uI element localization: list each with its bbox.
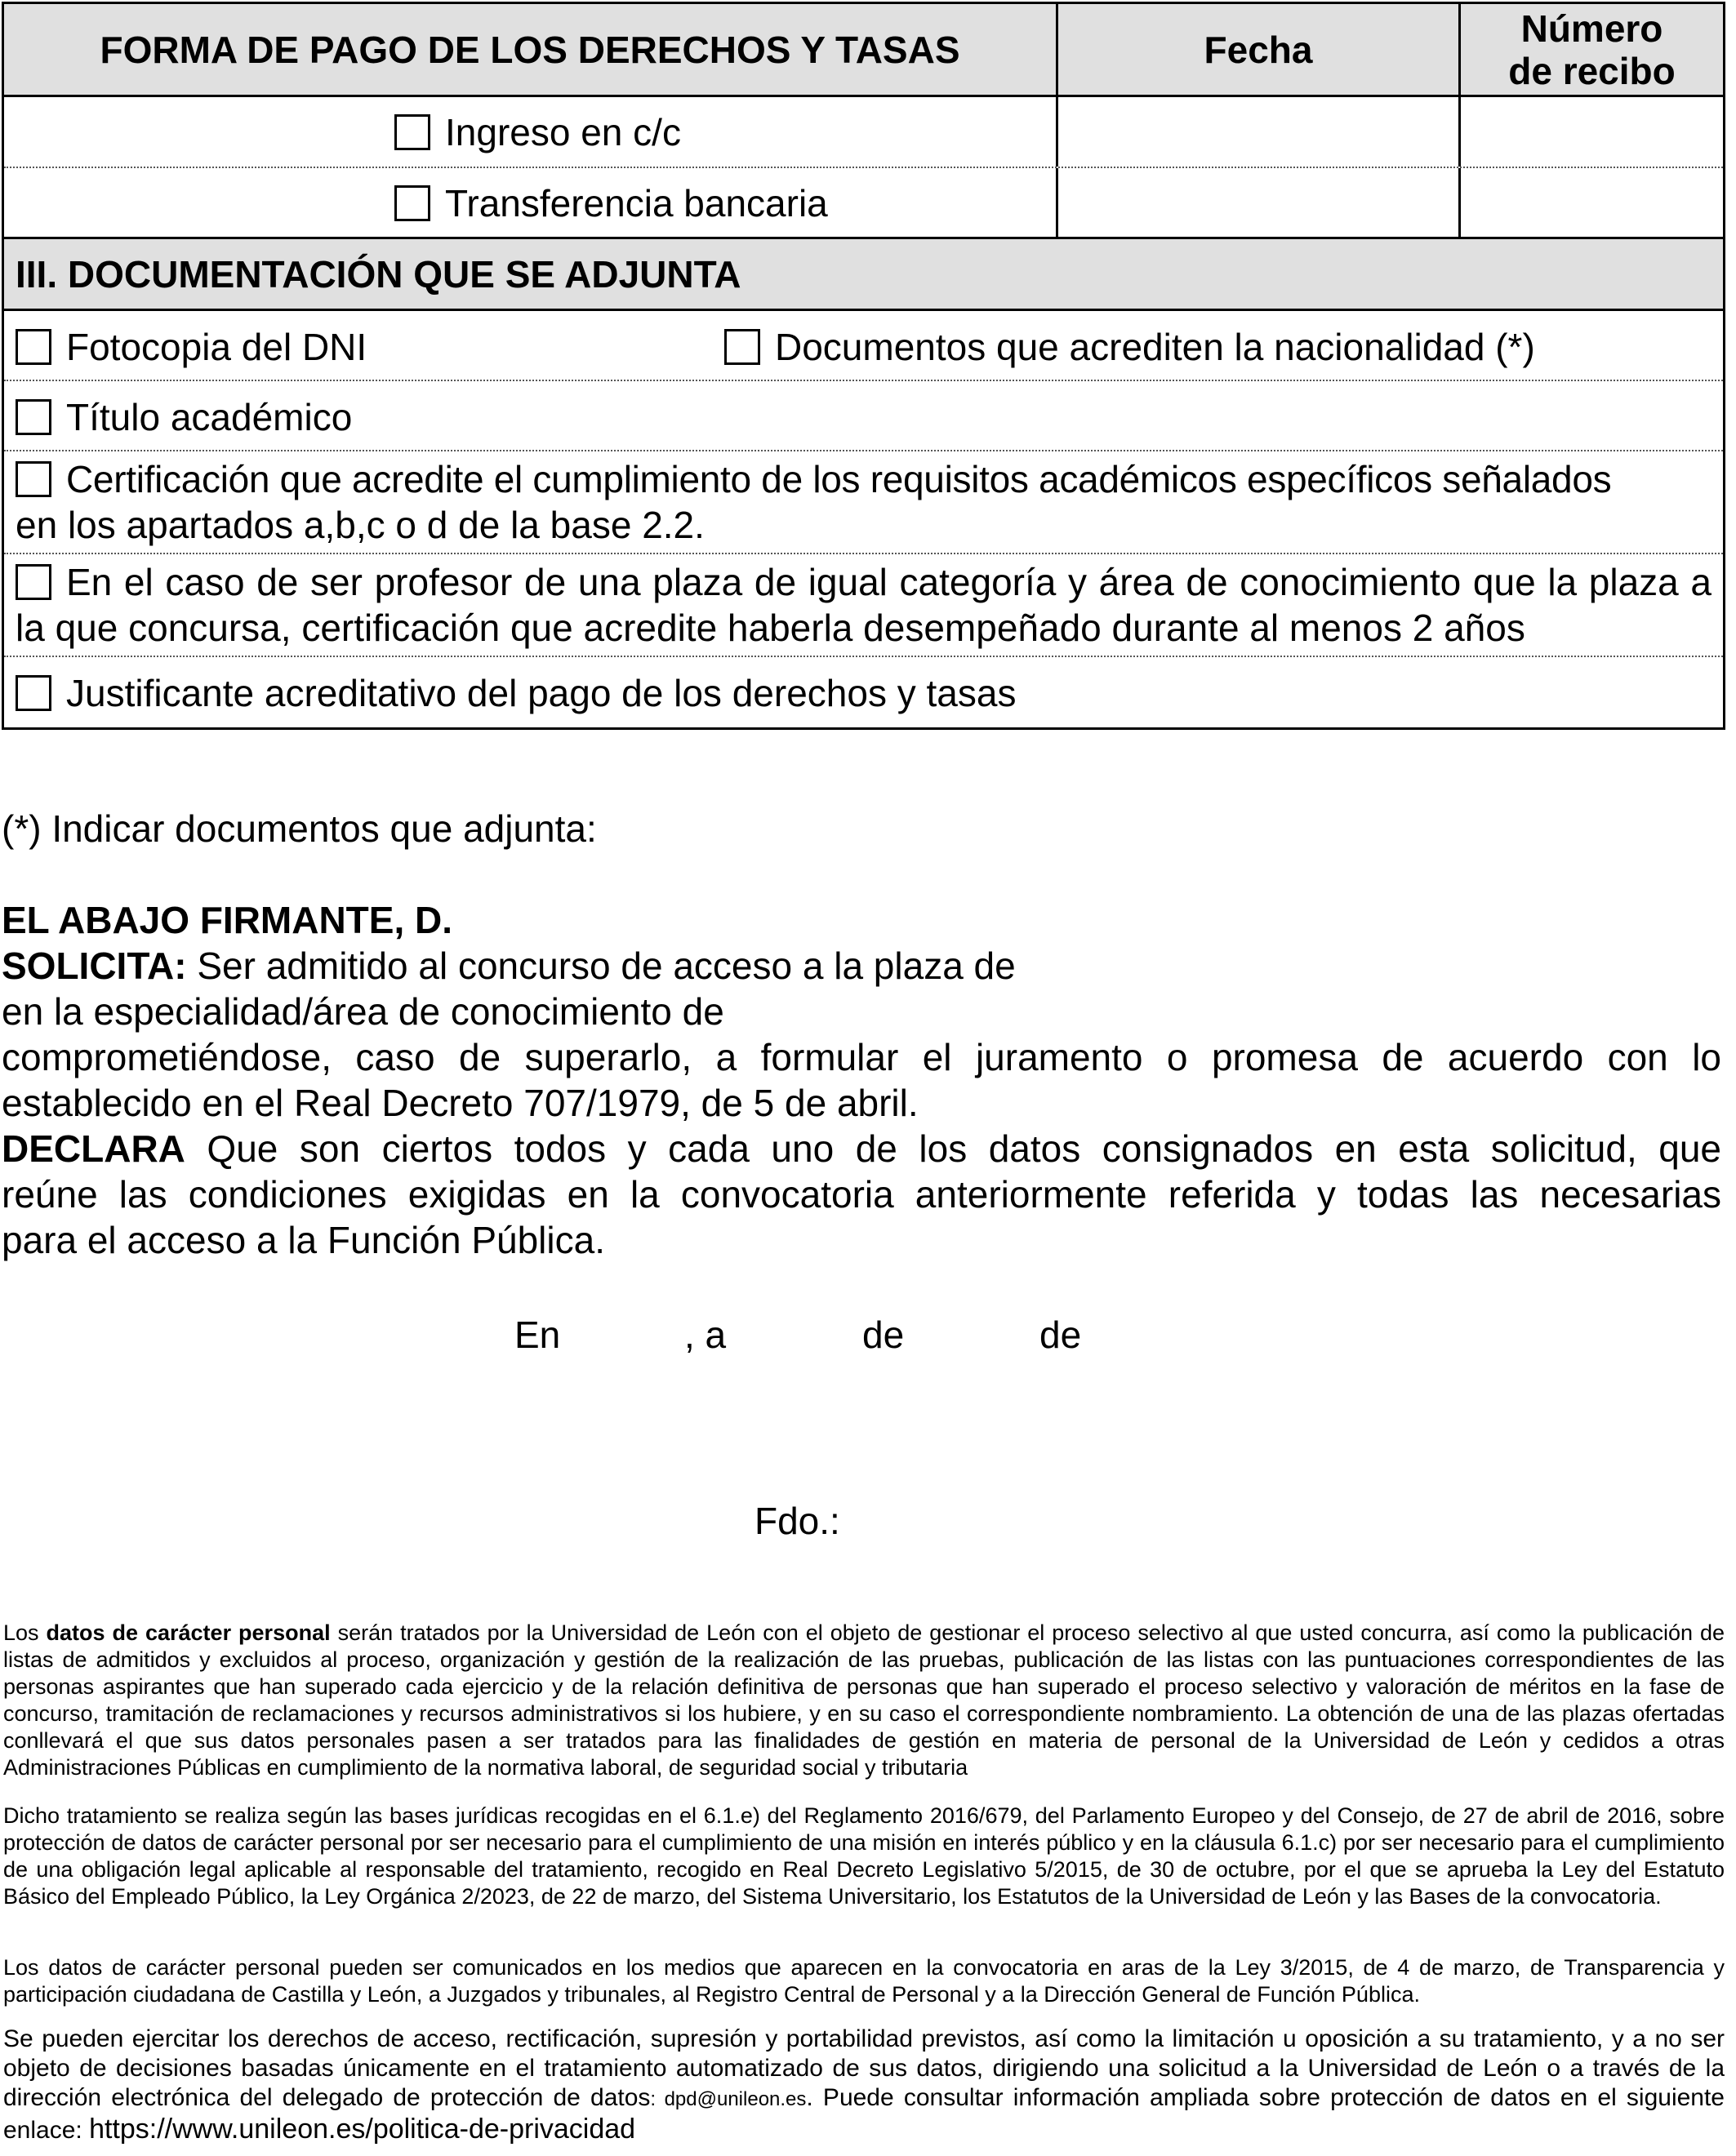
deposit-receipt-field[interactable]: [1461, 97, 1723, 167]
payment-option-cell: [4, 168, 1058, 237]
nationality-label: Documentos que acrediten la nacionalidad (*): [775, 326, 1535, 368]
legal-paragraph-2: Dicho tratamiento se realiza según las bases jurídicas recogidas en el 6.1.e) del Reglamento 2016/679, del Parlamento Europeo y del Consejo, de 27 de abril de 2016, sobre protección de datos de carácter personal por ser necesario para el cumplimiento de una misión en interés público y en la cláusula 6.1.c) por ser necesario para el cumplimiento de una obligación legal aplicable al responsable del tratamiento, recogido en Real Decreto Legislativo 5/2015, de 30 de octubre, por el que se aprueba la Ley del Estatuto Básico del Empleado Público, la Ley Orgánica 2/2023, de 22 de marzo, del Sistema Universitario, los Estatutos de la Universidad de León y las Bases de la convocatoria.: [3, 1803, 1725, 1909]
place-de1: de: [862, 1314, 905, 1356]
doc-option-nationality[interactable]: [724, 325, 1535, 369]
doc-row-payment-proof: [4, 657, 1723, 727]
doc-option-degree[interactable]: [16, 395, 352, 439]
declara-label: DECLARA: [2, 1127, 185, 1170]
deposit-label: Ingreso en c/c: [445, 111, 681, 153]
privacy-policy-link[interactable]: https://www.unileon.es/politica-de-privacidad: [89, 2114, 636, 2145]
certification-line2: en los apartados a,b,c o d de la base 2.2.: [16, 504, 705, 546]
transfer-checkbox[interactable]: [394, 185, 430, 221]
place-de2: de: [1039, 1314, 1082, 1356]
certification-line1: Certificación que acredite el cumplimiento de los requisitos académicos específicos señalados: [66, 458, 1612, 500]
doc-row-certification: [4, 451, 1723, 554]
solicita-text: Ser admitido al concurso de acceso a la plaza de: [197, 945, 1016, 987]
undersigned-label: EL ABAJO FIRMANTE, D.: [2, 899, 453, 941]
declara-line3: para el acceso a la Función Pública.: [2, 1219, 605, 1261]
declara-line1: [2, 1127, 1721, 1171]
doc-row-dni: [4, 311, 1723, 381]
declara-line2: reúne las condiciones exigidas en la convocatoria anteriormente referida y todas las necesarias: [2, 1173, 1721, 1216]
date-header: Fecha: [1058, 4, 1461, 95]
legal-paragraph-4: [3, 2025, 1725, 2145]
certification-checkbox[interactable]: [16, 461, 51, 497]
place-a: , a: [684, 1314, 727, 1356]
deposit-checkbox[interactable]: [394, 114, 430, 150]
receipt-number-header: [1461, 4, 1723, 95]
degree-label: Título académico: [66, 396, 353, 438]
dni-checkbox[interactable]: [16, 329, 51, 365]
transfer-receipt-field[interactable]: [1461, 168, 1723, 237]
transfer-label: Transferencia bancaria: [445, 182, 828, 224]
legal-p1-bold: datos de carácter personal: [46, 1620, 331, 1645]
documentation-section-title: III. DOCUMENTACIÓN QUE SE ADJUNTA: [4, 239, 1723, 311]
legal-paragraph-1: [3, 1620, 1725, 1781]
deposit-date-field[interactable]: [1058, 97, 1461, 167]
transfer-date-field[interactable]: [1058, 168, 1461, 237]
legal-p1-lead: Los: [3, 1620, 47, 1645]
degree-checkbox[interactable]: [16, 399, 51, 435]
dni-label: Fotocopia del DNI: [66, 326, 367, 368]
payment-method-header: FORMA DE PAGO DE LOS DERECHOS Y TASAS: [4, 4, 1058, 95]
commit-line1: comprometiéndose, caso de superarlo, a formular el juramento o promesa de acuerdo con lo: [2, 1036, 1721, 1078]
specialty-line: en la especialidad/área de conocimiento de: [2, 990, 724, 1033]
attachments-note: (*) Indicar documentos que adjunta:: [2, 807, 597, 850]
doc-option-dni[interactable]: [16, 325, 367, 369]
place-en: En: [514, 1314, 561, 1356]
legal-p4-email[interactable]: : dpd@unileon.es: [650, 2088, 807, 2110]
legal-p4-b: . Puede consultar información ampliada sobre protección de datos en el siguiente enlace:: [3, 2084, 1725, 2144]
legal-paragraph-3: Los datos de carácter personal pueden ser comunicados en los medios que aparecen en la convocatoria en aras de la Ley 3/2015, de 4 de marzo, de Transparencia y participación ciudadana de Castilla y León, a Juzgados y tribunales, al Registro Central de Personal y a la Dirección General de Función Pública.: [3, 1955, 1725, 2007]
certification-line1-wrap: [16, 456, 1712, 502]
payment-option-deposit[interactable]: [394, 110, 681, 154]
payment-proof-label: Justificante acreditativo del pago de los derechos y tasas: [66, 672, 1017, 714]
solicita-label: SOLICITA:: [2, 945, 187, 987]
signature-label: Fdo.:: [754, 1500, 840, 1542]
payment-row-transfer: [4, 168, 1723, 239]
declara-text1: Que son ciertos todos y cada uno de los datos consignados en esta solicitud, que: [207, 1127, 1721, 1170]
receipt-header-line1: Número: [1520, 7, 1663, 50]
payment-proof-checkbox[interactable]: [16, 675, 51, 711]
commit-line2: establecido en el Real Decreto 707/1979, de 5 de abril.: [2, 1082, 919, 1124]
payment-row-deposit: [4, 97, 1723, 168]
doc-row-professor: [4, 554, 1723, 657]
legal-p4-a: Se pueden ejercitar los derechos de acceso, rectificación, supresión y portabilidad previstos, así como la limitación u oposición a su tratamiento, y a no ser objeto de decisiones basadas únicamente en el tratamiento automatizado de sus datos, dirigiendo una solicitud a la Universidad de León o a través de la dirección electrónica del delegado de protección de datos: [3, 2025, 1725, 2111]
doc-row-degree: [4, 381, 1723, 451]
doc-option-payment-proof[interactable]: [16, 671, 1016, 715]
payment-header-row: [4, 4, 1723, 97]
receipt-header-line2: de recibo: [1508, 49, 1676, 92]
professor-checkbox[interactable]: [16, 564, 51, 600]
legal-p1-rest: serán tratados por la Universidad de León con el objeto de gestionar el proceso selectivo al que usted concurra, así como la publicación de listas de admitidos y excluidos al proceso, organización y gestión de la realización de las pruebas, publicación de las listas con las puntuaciones correspondientes de las personas aspirantes que han superado cada ejercicio y de la relación definitiva de personas que han superado el proceso selectivo y valoración de méritos en la fase de concurso, tramitación de reclamaciones y recursos administrativos si los hubiere, y en su caso el correspondiente nombramiento. La obtención de una de las plazas ofertadas conllevará el que sus datos personales pasen a ser tratados para las finalidades de gestión en materia de personal de la Universidad de León y cedidos a otras Administraciones Públicas en cumplimiento de la normativa laboral, de seguridad social y tributaria: [3, 1620, 1725, 1780]
form-table: [2, 2, 1725, 730]
nationality-checkbox[interactable]: [724, 329, 760, 365]
solicita-line: [2, 944, 1016, 988]
payment-option-transfer[interactable]: [394, 181, 828, 225]
payment-option-cell: [4, 97, 1058, 167]
professor-label: En el caso de ser profesor de una plaza de igual categoría y área de conocimiento que la plaza a la que concursa, certificación que acredite haberla desempeñado durante al menos 2 años: [16, 561, 1712, 649]
